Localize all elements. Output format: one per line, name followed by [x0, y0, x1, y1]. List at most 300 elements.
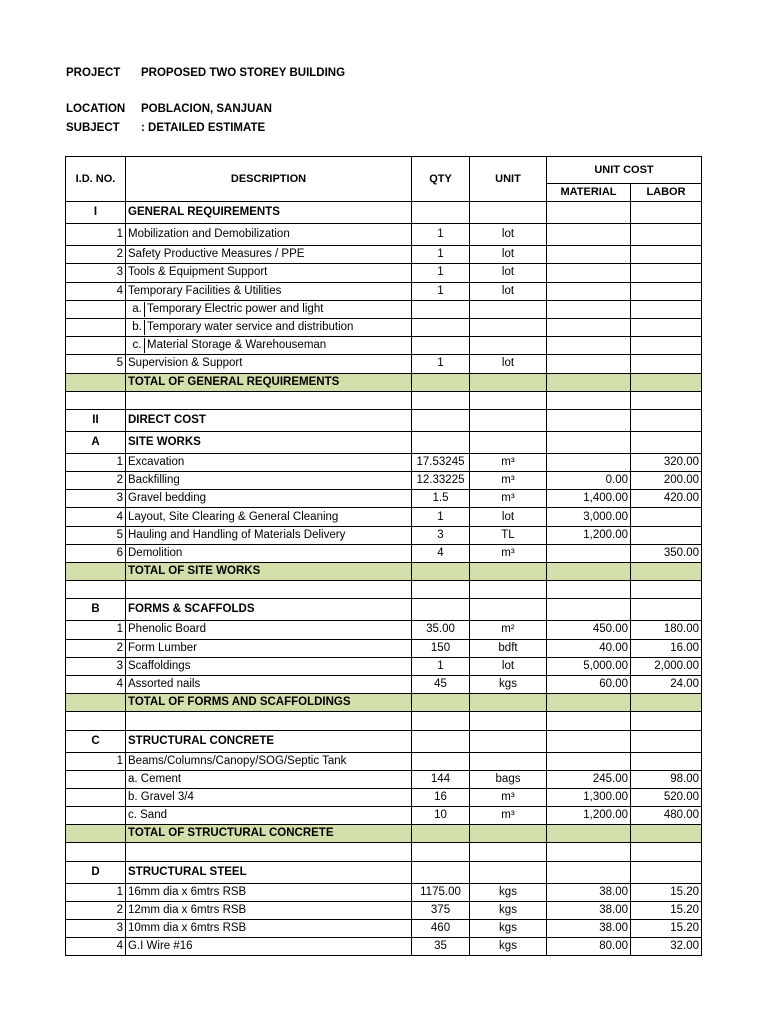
estimate-table: [65, 156, 702, 956]
blank-row: [66, 391, 702, 409]
row-id: [66, 843, 126, 861]
row-material: [547, 843, 631, 861]
total-row: [66, 373, 702, 391]
row-id: [66, 563, 126, 581]
row-id: [66, 694, 126, 712]
row-description: Form Lumber: [126, 639, 412, 657]
row-material: 5,000.00: [547, 657, 631, 675]
row-unit: [470, 202, 547, 224]
row-description: 10mm dia x 6mtrs RSB: [126, 920, 412, 938]
table-row: [66, 621, 702, 639]
row-id: 1: [66, 752, 126, 770]
row-qty: 460: [412, 920, 470, 938]
row-labor: [631, 599, 702, 621]
row-material: [547, 202, 631, 224]
row-material: [547, 563, 631, 581]
row-description: Tools & Equipment Support: [126, 264, 412, 282]
row-description: b. Gravel 3/4: [126, 788, 412, 806]
sub-item-letter: c.: [130, 338, 145, 353]
row-labor: [631, 282, 702, 300]
row-qty: 1: [412, 657, 470, 675]
row-id: 3: [66, 264, 126, 282]
row-qty: [412, 730, 470, 752]
row-material: [547, 355, 631, 373]
row-description: [126, 337, 412, 355]
row-labor: [631, 563, 702, 581]
section-row: [66, 431, 702, 453]
row-id: 2: [66, 472, 126, 490]
blank-row: [66, 843, 702, 861]
row-material: 3,000.00: [547, 508, 631, 526]
section-row: [66, 861, 702, 883]
row-description: STRUCTURAL CONCRETE: [126, 730, 412, 752]
table-row: [66, 788, 702, 806]
row-material: [547, 453, 631, 471]
row-id: [66, 337, 126, 355]
row-description: Phenolic Board: [126, 621, 412, 639]
row-qty: [412, 712, 470, 730]
row-qty: [412, 202, 470, 224]
row-qty: 375: [412, 901, 470, 919]
row-labor: [631, 318, 702, 336]
row-qty: 1: [412, 355, 470, 373]
section-row: [66, 202, 702, 224]
row-id: C: [66, 730, 126, 752]
row-labor: [631, 264, 702, 282]
row-unit: lot: [470, 508, 547, 526]
row-description: 16mm dia x 6mtrs RSB: [126, 883, 412, 901]
row-unit: lot: [470, 224, 547, 246]
col-id-header: I.D. NO.: [66, 157, 126, 202]
row-id: [66, 581, 126, 599]
row-unit: m³: [470, 788, 547, 806]
table-row: [66, 526, 702, 544]
row-material: [547, 581, 631, 599]
table-body: [66, 202, 702, 956]
row-labor: [631, 355, 702, 373]
row-material: 1,400.00: [547, 490, 631, 508]
row-id: 6: [66, 544, 126, 562]
row-unit: [470, 599, 547, 621]
row-description: [126, 391, 412, 409]
row-material: 38.00: [547, 901, 631, 919]
row-qty: [412, 599, 470, 621]
table-row: [66, 639, 702, 657]
table-row: [66, 544, 702, 562]
row-unit: lot: [470, 282, 547, 300]
row-labor: [631, 246, 702, 264]
row-description: Beams/Columns/Canopy/SOG/Septic Tank: [126, 752, 412, 770]
row-id: 2: [66, 901, 126, 919]
table-row: [66, 490, 702, 508]
row-id: I: [66, 202, 126, 224]
row-unit: kgs: [470, 901, 547, 919]
row-description: 12mm dia x 6mtrs RSB: [126, 901, 412, 919]
row-labor: [631, 337, 702, 355]
table-row: [66, 901, 702, 919]
table-row: [66, 264, 702, 282]
sub-item-letter: b.: [130, 320, 145, 335]
row-qty: [412, 581, 470, 599]
row-qty: 1.5: [412, 490, 470, 508]
row-material: [547, 730, 631, 752]
table-row: [66, 938, 702, 956]
row-qty: [412, 861, 470, 883]
row-material: 38.00: [547, 883, 631, 901]
row-description: Gravel bedding: [126, 490, 412, 508]
row-unit: [470, 712, 547, 730]
row-labor: 98.00: [631, 770, 702, 788]
row-labor: 2,000.00: [631, 657, 702, 675]
row-id: [66, 318, 126, 336]
row-description: Scaffoldings: [126, 657, 412, 675]
row-description: STRUCTURAL STEEL: [126, 861, 412, 883]
row-unit: [470, 752, 547, 770]
row-unit: [470, 861, 547, 883]
table-row: [66, 472, 702, 490]
row-labor: 180.00: [631, 621, 702, 639]
row-id: A: [66, 431, 126, 453]
row-qty: 17.53245: [412, 453, 470, 471]
row-labor: [631, 843, 702, 861]
row-labor: [631, 202, 702, 224]
row-unit: lot: [470, 246, 547, 264]
table-row: [66, 752, 702, 770]
row-id: [66, 770, 126, 788]
row-labor: 520.00: [631, 788, 702, 806]
row-unit: m³: [470, 544, 547, 562]
row-qty: 10: [412, 807, 470, 825]
row-unit: m³: [470, 490, 547, 508]
row-description: GENERAL REQUIREMENTS: [126, 202, 412, 224]
row-description: Hauling and Handling of Materials Delivery: [126, 526, 412, 544]
row-id: D: [66, 861, 126, 883]
row-material: 0.00: [547, 472, 631, 490]
row-labor: [631, 861, 702, 883]
row-qty: 1: [412, 264, 470, 282]
col-description-header: DESCRIPTION: [126, 157, 412, 202]
row-labor: 15.20: [631, 920, 702, 938]
table-row: [66, 282, 702, 300]
sub-item-letter: a.: [130, 302, 145, 317]
row-id: 1: [66, 453, 126, 471]
row-description: SITE WORKS: [126, 431, 412, 453]
row-description: Assorted nails: [126, 675, 412, 693]
row-qty: 4: [412, 544, 470, 562]
row-labor: 480.00: [631, 807, 702, 825]
row-qty: [412, 318, 470, 336]
row-material: [547, 694, 631, 712]
table-row: [66, 770, 702, 788]
location-label: LOCATION: [66, 103, 126, 115]
row-unit: [470, 373, 547, 391]
col-material-header: MATERIAL: [547, 184, 631, 202]
row-qty: 1175.00: [412, 883, 470, 901]
col-labor-header: LABOR: [631, 184, 702, 202]
row-unit: [470, 694, 547, 712]
row-unit: [470, 318, 547, 336]
location-line: [66, 103, 272, 115]
row-qty: [412, 825, 470, 843]
row-material: [547, 391, 631, 409]
row-qty: 35: [412, 938, 470, 956]
row-unit: m³: [470, 472, 547, 490]
row-qty: [412, 563, 470, 581]
row-description: Mobilization and Demobilization: [126, 224, 412, 246]
sub-item-text: Temporary Electric power and light: [147, 302, 324, 315]
row-unit: [470, 337, 547, 355]
row-unit: [470, 300, 547, 318]
row-id: 2: [66, 246, 126, 264]
row-id: 4: [66, 675, 126, 693]
row-description: [126, 318, 412, 336]
row-qty: 1: [412, 246, 470, 264]
row-qty: [412, 391, 470, 409]
row-material: 1,200.00: [547, 526, 631, 544]
subject-value: : DETAILED ESTIMATE: [141, 122, 266, 134]
subject-line: [66, 122, 265, 134]
row-unit: m²: [470, 621, 547, 639]
row-description: a. Cement: [126, 770, 412, 788]
row-labor: [631, 300, 702, 318]
row-material: 60.00: [547, 675, 631, 693]
table-header: [66, 157, 702, 202]
row-material: [547, 825, 631, 843]
row-qty: 12.33225: [412, 472, 470, 490]
row-labor: [631, 373, 702, 391]
blank-row: [66, 581, 702, 599]
row-material: [547, 712, 631, 730]
row-material: [547, 431, 631, 453]
row-material: [547, 752, 631, 770]
row-qty: 3: [412, 526, 470, 544]
row-material: [547, 861, 631, 883]
row-unit: lot: [470, 355, 547, 373]
row-unit: [470, 409, 547, 431]
row-qty: 144: [412, 770, 470, 788]
row-labor: 24.00: [631, 675, 702, 693]
sub-item-text: Temporary water service and distribution: [147, 321, 354, 334]
row-id: [66, 788, 126, 806]
col-unit-header: UNIT: [470, 157, 547, 202]
row-id: 2: [66, 639, 126, 657]
row-description: [126, 843, 412, 861]
row-unit: m³: [470, 453, 547, 471]
table-row: [66, 920, 702, 938]
row-id: II: [66, 409, 126, 431]
row-description: Backfilling: [126, 472, 412, 490]
row-labor: 320.00: [631, 453, 702, 471]
row-id: [66, 300, 126, 318]
total-label: TOTAL OF SITE WORKS: [126, 563, 412, 581]
row-labor: 15.20: [631, 901, 702, 919]
table-row: [66, 657, 702, 675]
row-labor: [631, 730, 702, 752]
row-material: [547, 300, 631, 318]
row-labor: [631, 431, 702, 453]
row-qty: 150: [412, 639, 470, 657]
table-row: [66, 318, 702, 336]
row-unit: kgs: [470, 675, 547, 693]
row-qty: [412, 373, 470, 391]
row-id: 5: [66, 355, 126, 373]
row-material: [547, 318, 631, 336]
section-row: [66, 599, 702, 621]
row-unit: bags: [470, 770, 547, 788]
row-material: [547, 282, 631, 300]
row-labor: 200.00: [631, 472, 702, 490]
row-description: [126, 581, 412, 599]
col-qty-header: QTY: [412, 157, 470, 202]
row-material: 38.00: [547, 920, 631, 938]
row-material: [547, 246, 631, 264]
row-unit: [470, 825, 547, 843]
table-row: [66, 807, 702, 825]
row-unit: TL: [470, 526, 547, 544]
row-description: Layout, Site Clearing & General Cleaning: [126, 508, 412, 526]
table-row: [66, 508, 702, 526]
row-description: [126, 300, 412, 318]
row-unit: [470, 563, 547, 581]
row-labor: [631, 712, 702, 730]
row-description: Safety Productive Measures / PPE: [126, 246, 412, 264]
row-description: Temporary Facilities & Utilities: [126, 282, 412, 300]
row-labor: [631, 825, 702, 843]
row-unit: [470, 843, 547, 861]
row-labor: [631, 581, 702, 599]
total-row: [66, 694, 702, 712]
row-id: 1: [66, 621, 126, 639]
row-id: 3: [66, 920, 126, 938]
row-description: DIRECT COST: [126, 409, 412, 431]
row-labor: 15.20: [631, 883, 702, 901]
row-id: 4: [66, 938, 126, 956]
row-unit: kgs: [470, 938, 547, 956]
location-value: POBLACION, SANJUAN: [141, 103, 272, 115]
row-material: 80.00: [547, 938, 631, 956]
table-row: [66, 675, 702, 693]
row-unit: [470, 391, 547, 409]
row-labor: 420.00: [631, 490, 702, 508]
row-unit: kgs: [470, 883, 547, 901]
row-description: Demolition: [126, 544, 412, 562]
total-label: TOTAL OF STRUCTURAL CONCRETE: [126, 825, 412, 843]
row-id: 3: [66, 657, 126, 675]
col-unit-cost-header: UNIT COST: [547, 157, 702, 184]
row-qty: [412, 337, 470, 355]
table-row: [66, 300, 702, 318]
total-label: TOTAL OF GENERAL REQUIREMENTS: [126, 373, 412, 391]
row-material: [547, 544, 631, 562]
row-labor: [631, 508, 702, 526]
row-id: [66, 712, 126, 730]
row-material: [547, 337, 631, 355]
project-line: [66, 67, 345, 79]
row-qty: 1: [412, 508, 470, 526]
row-unit: kgs: [470, 920, 547, 938]
row-material: [547, 264, 631, 282]
row-description: [126, 712, 412, 730]
row-unit: m³: [470, 807, 547, 825]
row-qty: 1: [412, 224, 470, 246]
row-id: 3: [66, 490, 126, 508]
row-labor: 350.00: [631, 544, 702, 562]
row-material: [547, 409, 631, 431]
row-id: [66, 391, 126, 409]
row-qty: 1: [412, 282, 470, 300]
table-row: [66, 224, 702, 246]
row-labor: [631, 409, 702, 431]
row-labor: 16.00: [631, 639, 702, 657]
row-qty: [412, 431, 470, 453]
row-id: 5: [66, 526, 126, 544]
total-row: [66, 825, 702, 843]
row-id: [66, 373, 126, 391]
row-labor: [631, 224, 702, 246]
section-row: [66, 409, 702, 431]
table-row: [66, 453, 702, 471]
row-id: [66, 825, 126, 843]
row-labor: [631, 694, 702, 712]
row-material: 1,300.00: [547, 788, 631, 806]
blank-row: [66, 712, 702, 730]
row-material: 40.00: [547, 639, 631, 657]
row-qty: [412, 694, 470, 712]
row-labor: 32.00: [631, 938, 702, 956]
row-description: c. Sand: [126, 807, 412, 825]
table-row: [66, 337, 702, 355]
row-unit: [470, 581, 547, 599]
row-qty: 16: [412, 788, 470, 806]
row-qty: 35.00: [412, 621, 470, 639]
row-qty: [412, 300, 470, 318]
subject-label: SUBJECT: [66, 122, 120, 134]
row-unit: lot: [470, 264, 547, 282]
project-label: PROJECT: [66, 67, 121, 79]
row-id: [66, 807, 126, 825]
row-material: 245.00: [547, 770, 631, 788]
section-row: [66, 730, 702, 752]
sub-item-text: Material Storage & Warehouseman: [147, 339, 327, 352]
row-description: G.I Wire #16: [126, 938, 412, 956]
row-qty: [412, 752, 470, 770]
row-material: 1,200.00: [547, 807, 631, 825]
row-qty: 45: [412, 675, 470, 693]
table-row: [66, 355, 702, 373]
row-description: Excavation: [126, 453, 412, 471]
row-material: 450.00: [547, 621, 631, 639]
row-material: [547, 599, 631, 621]
row-description: Supervision & Support: [126, 355, 412, 373]
row-unit: bdft: [470, 639, 547, 657]
row-labor: [631, 752, 702, 770]
row-unit: [470, 730, 547, 752]
row-labor: [631, 391, 702, 409]
row-id: 1: [66, 883, 126, 901]
row-qty: [412, 843, 470, 861]
table-row: [66, 883, 702, 901]
row-id: 1: [66, 224, 126, 246]
row-labor: [631, 526, 702, 544]
row-id: 4: [66, 282, 126, 300]
row-description: FORMS & SCAFFOLDS: [126, 599, 412, 621]
row-material: [547, 224, 631, 246]
table-row: [66, 246, 702, 264]
total-row: [66, 563, 702, 581]
row-unit: lot: [470, 657, 547, 675]
project-value: PROPOSED TWO STOREY BUILDING: [141, 67, 346, 79]
row-material: [547, 373, 631, 391]
